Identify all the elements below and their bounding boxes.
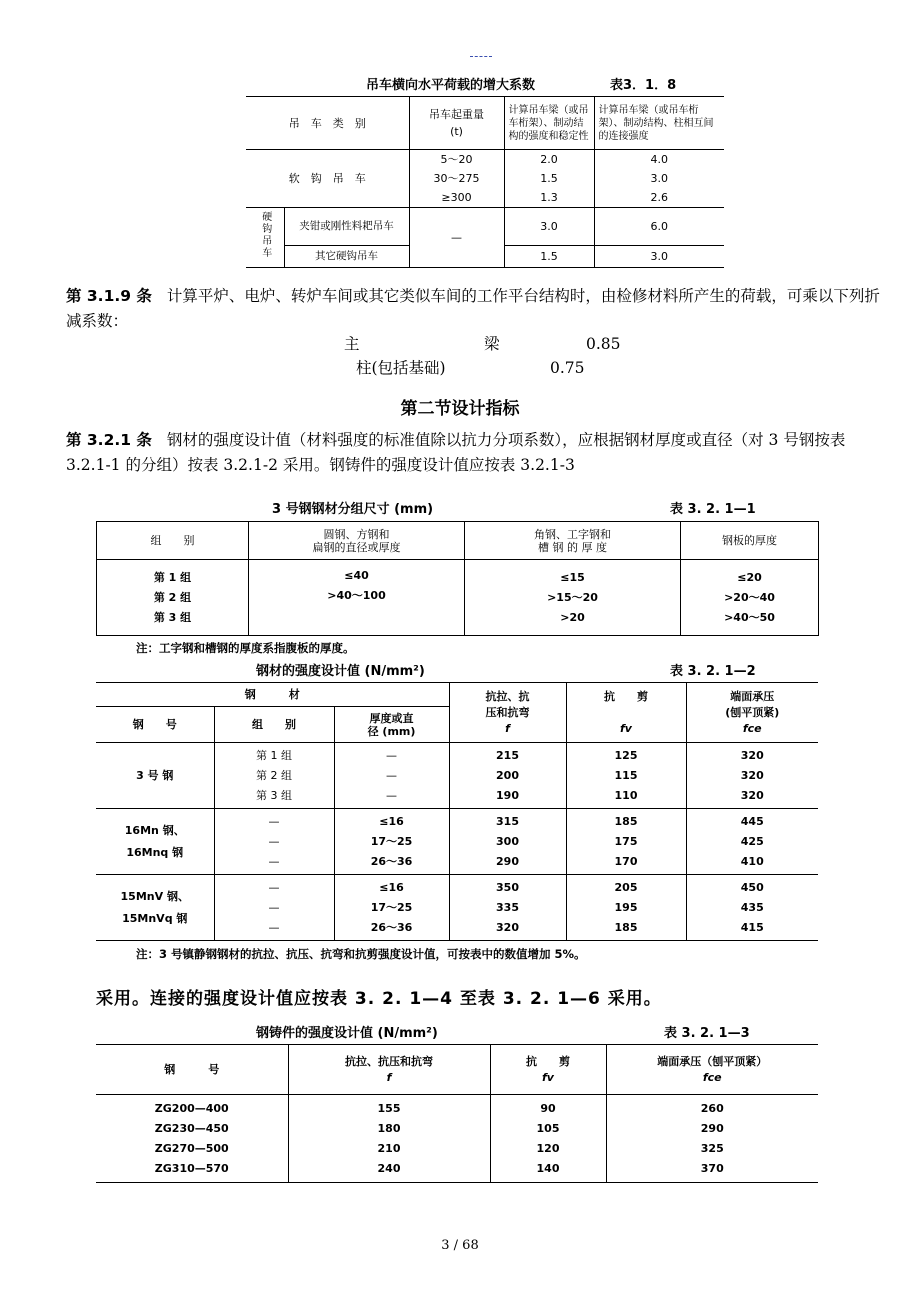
cell-value: —: [386, 768, 397, 782]
cell-value: —: [268, 834, 280, 848]
cell-value: ≤16: [379, 880, 404, 894]
table-row: [246, 150, 724, 208]
header-f-text: 抗拉、抗 压和抗弯: [485, 689, 530, 719]
table-row: [96, 743, 818, 809]
cell-value: 115: [614, 768, 638, 782]
cell-value: —: [268, 854, 280, 868]
f-cell: [449, 875, 566, 941]
table-row: [246, 208, 724, 246]
cell-value: ZG200—400: [154, 1101, 229, 1115]
soft-strength-cell: [504, 150, 594, 208]
cell-value: —: [386, 788, 397, 802]
hard-connection-2: 3.0: [594, 246, 724, 268]
soft-hook-label: 软 钩 吊 车: [246, 150, 409, 208]
header-f: [288, 1045, 490, 1095]
clause-321-label: 第 3.2.1 条: [66, 431, 152, 449]
hard-strength-1: 3.0: [504, 208, 594, 246]
cell-value: 105: [536, 1121, 560, 1135]
cell-value: 17～25: [370, 900, 413, 914]
soft-capacity-cell: [409, 150, 504, 208]
header-f: [449, 683, 566, 743]
cell-value: >40～50: [724, 610, 775, 624]
table-3213-title: 钢铸件的强度设计值 (N/mm²): [256, 1026, 438, 1041]
header-fce-symbol: fce: [702, 1070, 722, 1084]
header-thick: 厚度或直 径 (mm): [334, 707, 449, 743]
header-fce-text: 端面承压（刨平顶紧）: [657, 1054, 768, 1068]
header-fce: [606, 1045, 818, 1095]
cell-value: 290: [700, 1121, 724, 1135]
fv-cell: [490, 1095, 606, 1183]
cell-value: —: [386, 748, 397, 762]
section-title: 第二节设计指标: [400, 399, 520, 419]
header-crane-type: 吊 车 类 别: [246, 97, 409, 150]
big-line: 采用。连接的强度设计值应按表 3. 2. 1—4 至表 3. 2. 1—6 采用。: [96, 989, 662, 1009]
thick-cell: [334, 875, 449, 941]
header-connection: 计算吊车梁（或吊车桁架）、制动结构、柱相互间的连接强度: [594, 97, 724, 150]
clause-319-text: 计算平炉、电炉、转炉车间或其它类似车间的工作平台结构时，由检修材料所产生的荷载，可乘以下列折减系数：: [66, 287, 880, 330]
cell-value: 26～36: [370, 854, 413, 868]
cell-value: 30～275: [433, 172, 480, 185]
cell-value: 370: [700, 1161, 724, 1175]
clause-319-label: 第 3.1.9 条: [66, 287, 152, 305]
header-steel: 钢 材: [96, 683, 449, 707]
header-group: 组 别: [97, 522, 249, 560]
cell-value: 350: [496, 880, 519, 894]
table-318-title: 吊车横向水平荷载的增大系数: [366, 78, 536, 93]
header-f-text: 抗拉、抗压和抗弯: [345, 1054, 433, 1068]
cell-value: >20: [560, 610, 585, 624]
cell-value: 第 3 组: [153, 610, 192, 624]
cell-value: 425: [740, 834, 764, 848]
cell-value: 320: [496, 920, 519, 934]
cell-value: ≤15: [560, 570, 585, 584]
cell-value: 5～20: [440, 153, 473, 166]
table-318-caption: [366, 74, 686, 92]
header-capacity: 吊车起重量 (t): [409, 97, 504, 150]
table-3212-title: 钢材的强度设计值 (N/mm²): [256, 664, 425, 679]
page-number: 3 / 68: [441, 1238, 479, 1253]
fv-cell: [566, 743, 686, 809]
cell-value: 320: [740, 768, 764, 782]
table-3211: [96, 521, 819, 636]
cell-value: 435: [740, 900, 764, 914]
cell-value: >15～20: [547, 590, 598, 604]
header-mark: [470, 56, 492, 57]
fce-cell: [686, 743, 818, 809]
group-cell: [214, 809, 334, 875]
cell-value: 26～36: [370, 920, 413, 934]
header-fv-symbol: fv: [620, 721, 632, 735]
table-3211-caption: [96, 498, 818, 518]
header-fv-symbol: fv: [542, 1070, 554, 1084]
header-fv-text: 抗 剪: [526, 1054, 570, 1068]
cell-value: 325: [700, 1141, 724, 1155]
cell-value: ≥300: [441, 191, 472, 204]
cell-value: —: [268, 814, 280, 828]
cell-value: 190: [496, 788, 519, 802]
cell-value: ≤16: [379, 814, 404, 828]
cell-value: 125: [614, 748, 638, 762]
cell-value: 第 3 组: [256, 788, 292, 802]
header-f-symbol: f: [505, 721, 510, 735]
header-grade: 钢 号: [96, 1045, 288, 1095]
table-318: [246, 96, 724, 268]
cell-value: —: [268, 880, 280, 894]
cell-value: 2.0: [540, 153, 558, 166]
cell-value: ≤40: [344, 569, 369, 582]
header-grade: 钢 号: [96, 707, 214, 743]
cell-value: 155: [377, 1101, 401, 1115]
header-fce-text: 端面承压 (刨平顶紧): [725, 689, 780, 719]
header-fv: [490, 1045, 606, 1095]
cell-value: 315: [496, 814, 519, 828]
table-row: [96, 1045, 818, 1095]
cell-value: 3.0: [650, 172, 669, 185]
table-row: [97, 522, 819, 560]
cell-value: —: [268, 920, 280, 934]
table-row: [246, 97, 724, 150]
cell-value: 1.5: [540, 172, 558, 185]
hard-connection-1: 6.0: [594, 208, 724, 246]
cell-value: 320: [740, 748, 764, 762]
plate-cell: [681, 560, 819, 636]
cell-value: 175: [614, 834, 638, 848]
cell-value: 445: [740, 814, 764, 828]
table-3212: [96, 682, 818, 941]
table-row: [96, 1095, 818, 1183]
cell-value: >20～40: [724, 590, 775, 604]
header-round: 圆钢、方钢和 扁钢的直径或厚度: [249, 522, 465, 560]
cell-value: ZG310—570: [154, 1161, 229, 1175]
fv-cell: [566, 875, 686, 941]
clause-319: [66, 284, 890, 334]
thick-cell: [334, 743, 449, 809]
cell-value: 4.0: [650, 153, 669, 166]
cell-value: 第 2 组: [153, 590, 192, 604]
cell-value: 260: [700, 1101, 724, 1115]
cell-value: 195: [614, 900, 638, 914]
cell-value: 120: [536, 1141, 560, 1155]
soft-connection-cell: [594, 150, 724, 208]
table-row: [96, 875, 818, 941]
cell-value: 335: [496, 900, 519, 914]
table-3211-note: 注：工字钢和槽钢的厚度系指腹板的厚度。: [136, 641, 355, 655]
cell-value: 185: [614, 920, 638, 934]
cell-value: 1.3: [540, 191, 558, 204]
table-3212-caption: [96, 660, 818, 680]
cell-value: 170: [614, 854, 638, 868]
grade-cell: 3 号 钢: [96, 743, 214, 809]
cell-value: 450: [740, 880, 764, 894]
cell-value: 2.6: [650, 191, 669, 204]
table-3212-number: 表 3. 2. 1—2: [670, 664, 756, 679]
fce-cell: [606, 1095, 818, 1183]
cell-value: 410: [740, 854, 764, 868]
header-angle: 角钢、工字钢和 槽 钢 的 厚 度: [465, 522, 681, 560]
group-cell: [214, 875, 334, 941]
header-plate: 钢板的厚度: [681, 522, 819, 560]
grade-cell: 15MnV 钢、 15MnVq 钢: [96, 875, 214, 941]
fce-cell: [686, 875, 818, 941]
cell-value: 200: [496, 768, 519, 782]
cell-value: 110: [614, 788, 638, 802]
f-cell: [288, 1095, 490, 1183]
item-column-name: 柱(包括基础): [356, 359, 446, 377]
table-row: [96, 683, 818, 707]
cell-value: >40～100: [327, 589, 386, 602]
cell-value: 205: [614, 880, 638, 894]
fv-cell: [566, 809, 686, 875]
cell-value: ≤20: [737, 570, 762, 584]
table-318-number: 表3．1．8: [610, 78, 677, 93]
cell-value: ZG230—450: [154, 1121, 229, 1135]
item-beam-a: 主: [344, 335, 360, 353]
group-cell: [97, 560, 249, 636]
header-fv: [566, 683, 686, 743]
hard-hook-text: 硬钩吊车: [259, 211, 271, 259]
header-f-symbol: f: [386, 1070, 392, 1084]
cell-value: 90: [540, 1101, 556, 1115]
cell-value: 17～25: [370, 834, 413, 848]
cell-value: 第 1 组: [153, 570, 192, 584]
table-row: [97, 560, 819, 636]
hard-strength-2: 1.5: [504, 246, 594, 268]
item-column-value: 0.75: [550, 359, 585, 377]
table-3213: [96, 1044, 818, 1183]
hard-hook-label: [246, 208, 284, 268]
hard-type-2: 其它硬钩吊车: [284, 246, 409, 268]
cell-value: 215: [496, 748, 519, 762]
table-3213-caption: [96, 1022, 818, 1042]
hard-type-1: 夹钳或刚性料耙吊车: [284, 208, 409, 246]
cell-value: 第 1 组: [256, 748, 292, 762]
round-cell: [249, 560, 465, 636]
cell-value: 240: [377, 1161, 401, 1175]
table-3213-number: 表 3. 2. 1—3: [664, 1026, 750, 1041]
cell-value: —: [268, 900, 280, 914]
cell-value: 第 2 组: [256, 768, 292, 782]
cell-value: 180: [377, 1121, 401, 1135]
clause-321: [66, 428, 892, 478]
cell-value: ZG270—500: [154, 1141, 229, 1155]
table-3211-number: 表 3. 2. 1—1: [670, 502, 756, 517]
clause-321-text: 钢材的强度设计值（材料强度的标准值除以抗力分项系数），应根据钢材厚度或直径（对 3 号钢按表 3.2.1-1 的分组）按表 3.2.1-2 采用。钢铸件的强度设计值应按表 3.2.1-3: [66, 431, 846, 474]
thick-cell: [334, 809, 449, 875]
header-group: 组 别: [214, 707, 334, 743]
cell-value: 290: [496, 854, 519, 868]
cell-value: 300: [496, 834, 519, 848]
header-fce: [686, 683, 818, 743]
cell-value: 210: [377, 1141, 401, 1155]
grade-cell: 16Mn 钢、 16Mnq 钢: [96, 809, 214, 875]
header-strength: 计算吊车梁（或吊车桁架）、制动结构的强度和稳定性: [504, 97, 594, 150]
item-beam-value: 0.85: [586, 335, 621, 353]
table-row: [96, 809, 818, 875]
cell-value: 320: [740, 788, 764, 802]
angle-cell: [465, 560, 681, 636]
header-fv-text: 抗 剪: [604, 689, 648, 703]
cell-value: 415: [740, 920, 764, 934]
hard-capacity: —: [409, 208, 504, 268]
group-cell: [214, 743, 334, 809]
f-cell: [449, 809, 566, 875]
grade-cell: [96, 1095, 288, 1183]
f-cell: [449, 743, 566, 809]
header-fce-symbol: fce: [742, 721, 762, 735]
table-3211-title: 3 号钢钢材分组尺寸 (mm): [272, 502, 434, 517]
item-beam-b: 梁: [484, 335, 500, 353]
table-3212-note: 注：3 号镇静钢钢材的抗拉、抗压、抗弯和抗剪强度设计值，可按表中的数值增加 5%。: [136, 947, 586, 961]
cell-value: 185: [614, 814, 638, 828]
fce-cell: [686, 809, 818, 875]
cell-value: 140: [536, 1161, 560, 1175]
